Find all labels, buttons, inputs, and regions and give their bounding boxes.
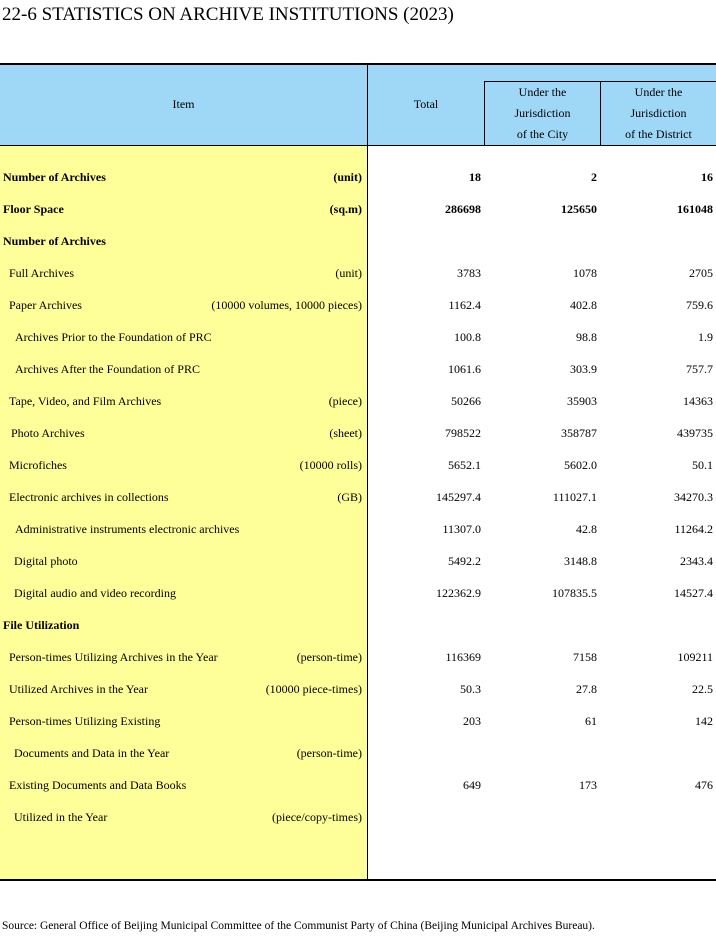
header-district-line: Jurisdiction <box>630 106 687 120</box>
row-label: Archives Prior to the Foundation of PRC <box>15 330 212 344</box>
row-unit: (sheet) <box>329 426 362 440</box>
row-label: Utilized in the Year <box>14 810 108 824</box>
cell-district: 109211 <box>677 650 713 664</box>
cell-total: 50266 <box>451 394 481 408</box>
cell-district: 2343.4 <box>680 554 713 568</box>
cell-city: 98.8 <box>576 330 597 344</box>
header-district-line: of the District <box>625 127 692 141</box>
cell-total: 203 <box>463 714 481 728</box>
row-unit: (piece/copy-times) <box>272 810 362 824</box>
table-row <box>0 225 716 257</box>
cell-city: 7158 <box>573 650 597 664</box>
cell-city: 2 <box>591 170 597 184</box>
cell-city: 35903 <box>567 394 597 408</box>
cell-city: 173 <box>579 778 597 792</box>
cell-district: 34270.3 <box>674 490 713 504</box>
header-city-line: of the City <box>516 127 569 141</box>
cell-district: 161048 <box>677 202 713 216</box>
header-district-line: Under the <box>634 85 683 99</box>
row-label: File Utilization <box>3 618 80 632</box>
cell-district: 16 <box>701 170 713 184</box>
row-unit: (sq.m) <box>329 202 362 216</box>
table-row <box>0 417 716 449</box>
cell-city: 107835.5 <box>552 586 597 600</box>
header-bottom-rule <box>0 145 716 146</box>
row-label: Existing Documents and Data Books <box>9 778 187 792</box>
row-label: Utilized Archives in the Year <box>9 682 148 696</box>
cell-total: 18 <box>469 170 481 184</box>
cell-district: 142 <box>695 714 713 728</box>
cell-city: 125650 <box>561 202 597 216</box>
table-row <box>0 385 716 417</box>
cell-district: 757.7 <box>686 362 713 376</box>
header-total: Total <box>413 97 439 111</box>
cell-total: 5652.1 <box>448 458 481 472</box>
cell-city: 402.8 <box>570 298 597 312</box>
table-row <box>0 481 716 513</box>
table-row <box>0 449 716 481</box>
page-title: 22-6 STATISTICS ON ARCHIVE INSTITUTIONS (2023) <box>2 4 454 25</box>
table-row <box>0 513 716 545</box>
cell-district: 1.9 <box>698 330 713 344</box>
cell-district: 759.6 <box>686 298 713 312</box>
table-row <box>0 641 716 673</box>
table-row <box>0 321 716 353</box>
table-top-rule <box>0 63 716 65</box>
cell-city: 3148.8 <box>564 554 597 568</box>
table-row <box>0 161 716 193</box>
cell-total: 3783 <box>457 266 481 280</box>
statistics-table <box>0 63 716 882</box>
row-label: Number of Archives <box>3 234 106 248</box>
header-city-line: Under the <box>518 85 567 99</box>
cell-total: 798522 <box>445 426 481 440</box>
row-label: Person-times Utilizing Archives in the Year <box>9 650 218 664</box>
table-row <box>0 577 716 609</box>
row-label: Photo Archives <box>11 426 85 440</box>
table-row <box>0 353 716 385</box>
row-label: Person-times Utilizing Existing <box>9 714 161 728</box>
table-row <box>0 737 716 769</box>
cell-total: 1162.4 <box>448 298 481 312</box>
row-label: Microfiches <box>9 458 67 472</box>
row-label: Digital audio and video recording <box>14 586 176 600</box>
table-row <box>0 289 716 321</box>
table-row <box>0 257 716 289</box>
cell-total: 116369 <box>445 650 481 664</box>
row-label: Number of Archives <box>3 170 106 184</box>
row-label: Administrative instruments electronic archives <box>15 522 240 536</box>
row-label: Paper Archives <box>9 298 82 312</box>
row-unit: (unit) <box>333 170 362 184</box>
table-row <box>0 545 716 577</box>
row-unit: (unit) <box>335 266 362 280</box>
row-label: Archives After the Foundation of PRC <box>15 362 200 376</box>
cell-district: 14527.4 <box>674 586 713 600</box>
row-unit: (10000 rolls) <box>299 458 362 472</box>
table-row <box>0 769 716 801</box>
row-unit: (10000 piece-times) <box>265 682 362 696</box>
cell-city: 5602.0 <box>564 458 597 472</box>
row-label: Digital photo <box>14 554 78 568</box>
cell-total: 122362.9 <box>436 586 481 600</box>
cell-district: 439735 <box>677 426 713 440</box>
cell-city: 61 <box>585 714 597 728</box>
row-unit: (piece) <box>328 394 362 408</box>
cell-city: 303.9 <box>570 362 597 376</box>
cell-total: 1061.6 <box>448 362 481 376</box>
row-unit: (person-time) <box>296 650 362 664</box>
header-city <box>485 82 600 145</box>
table-row <box>0 193 716 225</box>
cell-total: 100.8 <box>454 330 481 344</box>
cell-total: 145297.4 <box>436 490 481 504</box>
header-item: Item <box>172 97 195 111</box>
table-row <box>0 705 716 737</box>
cell-total: 5492.2 <box>448 554 481 568</box>
cell-total: 50.3 <box>460 682 481 696</box>
cell-city: 358787 <box>561 426 597 440</box>
row-unit: (10000 volumes, 10000 pieces) <box>211 298 362 312</box>
cell-district: 14363 <box>683 394 713 408</box>
cell-district: 476 <box>695 778 713 792</box>
row-label: Full Archives <box>9 266 74 280</box>
cell-total: 649 <box>463 778 481 792</box>
row-label: Electronic archives in collections <box>9 490 169 504</box>
row-label: Floor Space <box>3 202 64 216</box>
cell-district: 50.1 <box>692 458 713 472</box>
row-label: Documents and Data in the Year <box>14 746 170 760</box>
table-row <box>0 609 716 641</box>
table-row <box>0 801 716 833</box>
cell-city: 27.8 <box>576 682 597 696</box>
header-district <box>601 82 716 145</box>
cell-district: 22.5 <box>692 682 713 696</box>
cell-total: 286698 <box>445 202 481 216</box>
cell-district: 11264.2 <box>674 522 713 536</box>
row-unit: (person-time) <box>296 746 362 760</box>
source-note: Source: General Office of Beijing Municipal Committee of the Communist Party of China (Beijing Municipal Archives Bureau). <box>2 920 595 932</box>
table-row <box>0 673 716 705</box>
cell-total: 11307.0 <box>442 522 481 536</box>
table-bottom-rule <box>0 879 716 881</box>
cell-city: 1078 <box>573 266 597 280</box>
row-unit: (GB) <box>337 490 362 504</box>
row-label: Tape, Video, and Film Archives <box>9 394 162 408</box>
header-city-line: Jurisdiction <box>514 106 571 120</box>
cell-city: 111027.1 <box>552 490 597 504</box>
cell-city: 42.8 <box>576 522 597 536</box>
cell-district: 2705 <box>689 266 713 280</box>
